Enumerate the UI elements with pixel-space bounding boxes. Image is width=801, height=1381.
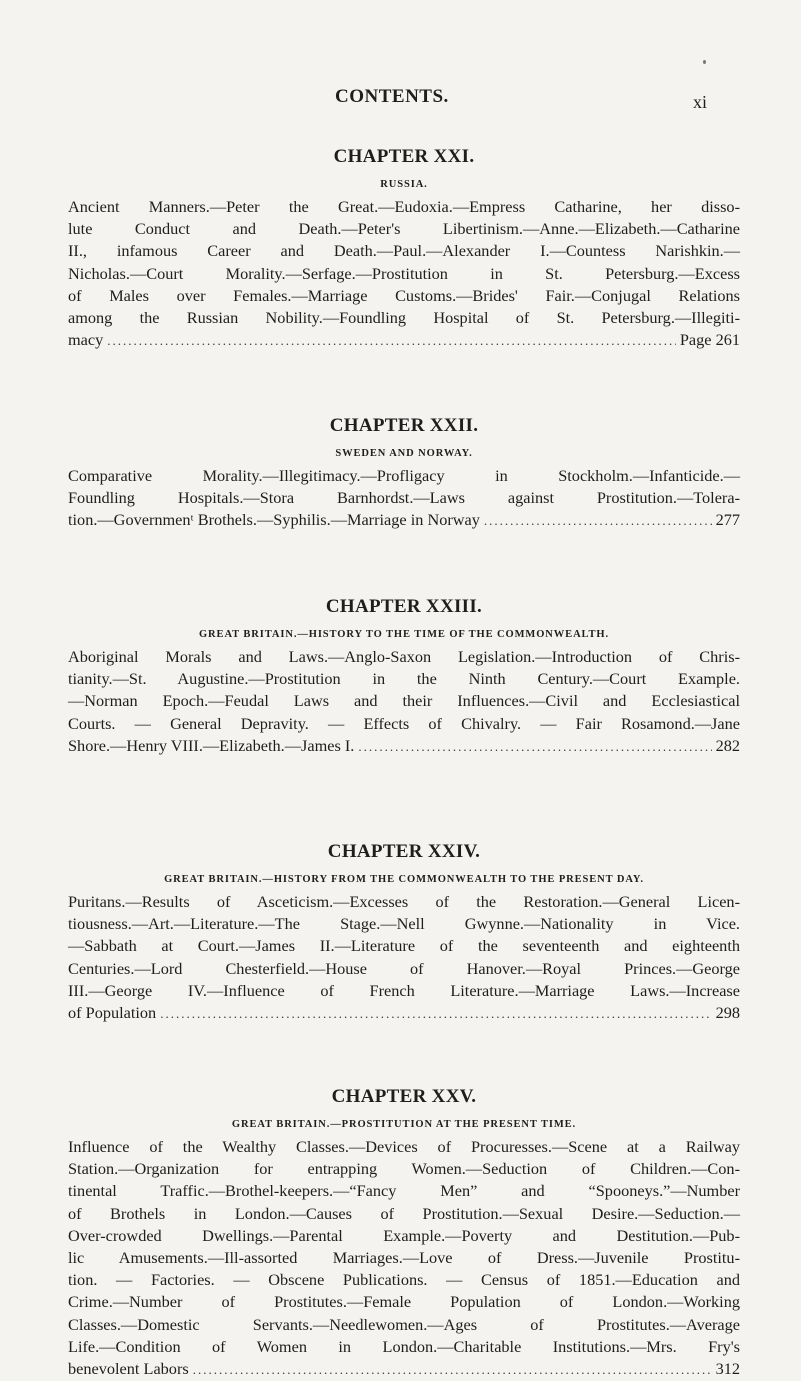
chapter-22	[68, 415, 740, 533]
chapter-title: CHAPTER XXII.	[329, 415, 479, 436]
chapter-title: CHAPTER XXIV.	[327, 841, 481, 862]
chapter-21	[68, 146, 740, 352]
chapter-24	[68, 841, 740, 1025]
chapter-title: CHAPTER XXI.	[333, 146, 475, 167]
summary-text: Classes.—Domestic Servants.—Needlewomen.—Ages of Prostitutes.—Average	[68, 1314, 740, 1334]
summary-line	[68, 487, 740, 509]
summary-line	[68, 263, 740, 285]
summary-text: Station.—Organization for entrapping Women.—Seduction of Children.—Con-	[68, 1159, 740, 1179]
summary-line	[68, 1180, 740, 1202]
summary-text: tianity.—St. Augustine.—Prostitution in the Ninth Century.—Court Example.	[68, 669, 740, 689]
summary-line	[68, 913, 740, 935]
summary-text: Centuries.—Lord Chesterfield.—House of Hanover.—Royal Princes.—George	[68, 958, 740, 978]
summary-text: tiousness.—Art.—Literature.—The Stage.—Nell Gwynne.—Nationality in Vice.	[68, 914, 740, 934]
summary-text: among the Russian Nobility.—Foundling Hospital of St. Petersburg.—Illegiti-	[68, 308, 740, 328]
summary-line	[68, 1247, 740, 1269]
summary-text: III.—George IV.—Influence of French Literature.—Marriage Laws.—Increase	[68, 980, 740, 1000]
summary-text: II., infamous Career and Death.—Paul.—Alexander I.—Countess Narishkin.—	[68, 241, 740, 261]
page-reference: Page 261	[679, 330, 740, 350]
summary-last-line	[68, 1358, 740, 1381]
summary-text: Nicholas.—Court Morality.—Serfage.—Prostitution in St. Petersburg.—Excess	[68, 263, 740, 283]
summary-text: lute Conduct and Death.—Peter's Libertinism.—Anne.—Elizabeth.—Catharine	[68, 219, 740, 239]
summary-line	[68, 1203, 740, 1225]
chapter-23	[68, 596, 740, 758]
summary-text: —Norman Epoch.—Feudal Laws and their Influences.—Civil and Ecclesiastical	[68, 691, 740, 711]
summary-text: benevolent Labors	[68, 1359, 189, 1379]
summary-line	[68, 713, 740, 735]
summary-line	[68, 218, 740, 240]
summary-text: Over-crowded Dwellings.—Parental Example.—Poverty and Destitution.—Pub-	[68, 1225, 740, 1245]
summary-line	[68, 1158, 740, 1180]
chapter-summary	[68, 196, 740, 352]
summary-text: Influence of the Wealthy Classes.—Devices of Procuresses.—Scene at a Railway	[68, 1137, 740, 1156]
chapter-subtitle: SWEDEN AND NORWAY.	[335, 448, 473, 459]
summary-text: lic Amusements.—Ill-assorted Marriages.—Love of Dress.—Juvenile Prostitu-	[68, 1248, 740, 1268]
summary-text: of Males over Females.—Marriage Customs.—Brides' Fair.—Conjugal Relations	[68, 285, 740, 305]
dot-leader	[358, 736, 711, 758]
summary-text: Comparative Morality.—Illegitimacy.—Profligacy in Stockholm.—Infanticide.—	[68, 466, 740, 485]
running-title: CONTENTS.	[335, 86, 449, 107]
ink-speck	[703, 60, 706, 64]
chapter-subtitle: GREAT BRITAIN.—HISTORY TO THE TIME OF THE COMMONWEALTH.	[198, 629, 609, 640]
summary-text: Ancient Manners.—Peter the Great.—Eudoxia.—Empress Catharine, her disso-	[68, 197, 740, 216]
page-reference: 298	[715, 1003, 740, 1023]
summary-line	[68, 646, 740, 668]
summary-last-line	[68, 509, 740, 532]
summary-text: of Population	[68, 1003, 157, 1023]
chapter-title: CHAPTER XXV.	[331, 1086, 477, 1107]
chapter-summary	[68, 1136, 740, 1381]
chapter-summary	[68, 646, 740, 758]
summary-line	[68, 935, 740, 957]
chapter-subtitle: GREAT BRITAIN.—PROSTITUTION AT THE PRESENT TIME.	[231, 1119, 577, 1130]
summary-line	[68, 1136, 740, 1158]
running-head	[0, 86, 801, 116]
page-numeral: xi	[693, 92, 708, 112]
summary-text: macy	[68, 330, 104, 350]
summary-line	[68, 958, 740, 980]
chapter-25	[68, 1086, 740, 1381]
dot-leader	[484, 510, 712, 532]
summary-last-line	[68, 329, 740, 352]
summary-line	[68, 1336, 740, 1358]
summary-text: Foundling Hospitals.—Stora Barnhordst.—Laws against Prostitution.—Tolera-	[68, 488, 740, 508]
summary-text: tion.—Governmenᵗ Brothels.—Syphilis.—Marriage in Norway	[68, 510, 480, 530]
page-reference: 312	[715, 1359, 740, 1379]
chapter-subtitle: RUSSIA.	[380, 179, 428, 190]
summary-line	[68, 1314, 740, 1336]
summary-line	[68, 690, 740, 712]
summary-line	[68, 668, 740, 690]
summary-text: tinental Traffic.—Brothel-keepers.—“Fancy Men” and “Spooneys.”—Number	[68, 1181, 740, 1201]
summary-text: Courts. — General Depravity. — Effects of Chivalry. — Fair Rosamond.—Jane	[68, 713, 740, 733]
summary-text: Crime.—Number of Prostitutes.—Female Population of London.—Working	[68, 1292, 740, 1312]
summary-text: Puritans.—Results of Asceticism.—Excesses of the Restoration.—General Licen-	[68, 892, 740, 911]
summary-line	[68, 285, 740, 307]
dot-leader	[160, 1003, 711, 1025]
chapter-summary	[68, 465, 740, 533]
summary-line	[68, 1225, 740, 1247]
summary-line	[68, 307, 740, 329]
dot-leader	[193, 1359, 712, 1381]
page-reference: 277	[715, 510, 740, 530]
summary-line	[68, 891, 740, 913]
summary-text: tion. — Factories. — Obscene Publications. — Census of 1851.—Education and	[68, 1270, 740, 1290]
dot-leader	[107, 330, 676, 352]
summary-text: —Sabbath at Court.—James II.—Literature of the seventeenth and eighteenth	[68, 936, 740, 956]
summary-last-line	[68, 1002, 740, 1025]
summary-line	[68, 196, 740, 218]
page-reference: 282	[715, 735, 740, 755]
summary-line	[68, 465, 740, 487]
summary-text: Shore.—Henry VIII.—Elizabeth.—James I.	[68, 735, 355, 755]
summary-last-line	[68, 735, 740, 758]
summary-text: of Brothels in London.—Causes of Prostitution.—Sexual Desire.—Seduction.—	[68, 1203, 740, 1223]
summary-line	[68, 1291, 740, 1313]
summary-text: Aboriginal Morals and Laws.—Anglo-Saxon Legislation.—Introduction of Chris-	[68, 647, 740, 666]
summary-line	[68, 980, 740, 1002]
summary-text: Life.—Condition of Women in London.—Charitable Institutions.—Mrs. Fry's	[68, 1336, 740, 1356]
chapter-title: CHAPTER XXIII.	[325, 596, 483, 617]
summary-line	[68, 240, 740, 262]
summary-line	[68, 1269, 740, 1291]
chapter-summary	[68, 891, 740, 1025]
chapter-subtitle: GREAT BRITAIN.—HISTORY FROM THE COMMONWEALTH TO THE PRESENT DAY.	[164, 874, 644, 885]
